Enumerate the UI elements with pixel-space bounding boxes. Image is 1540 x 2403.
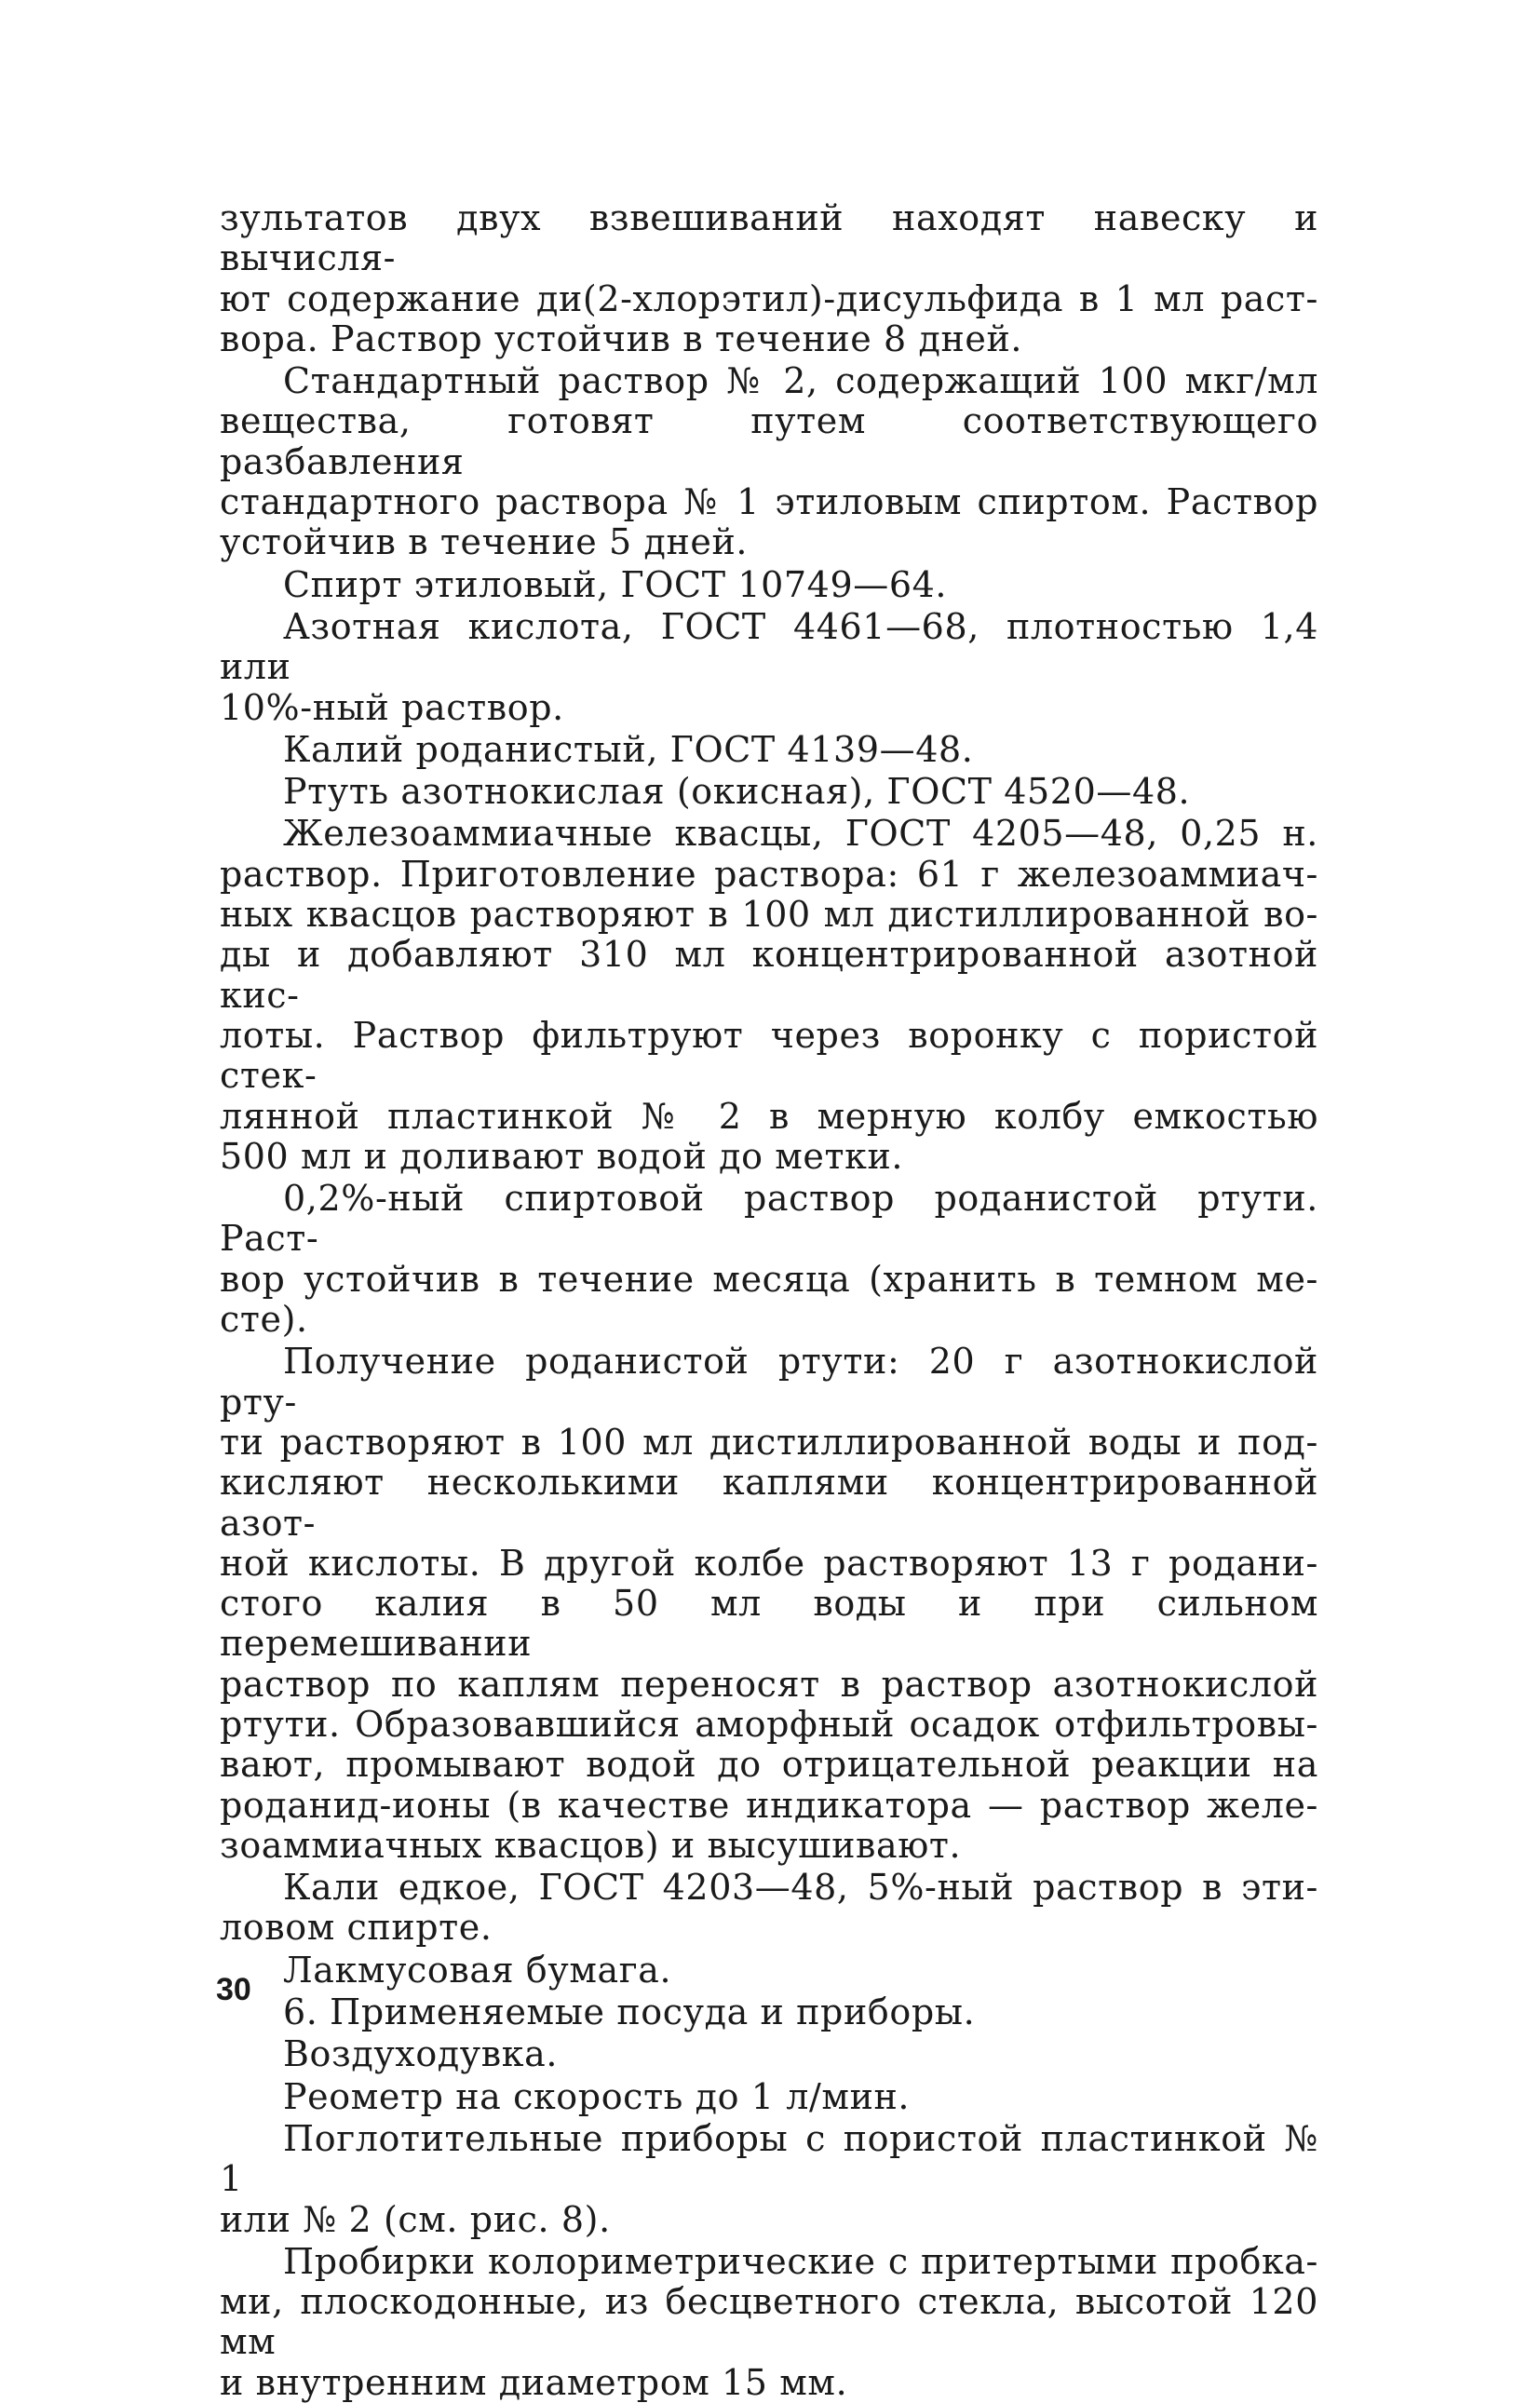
text-line: Лакмусовая бумага. [283, 1949, 672, 1991]
text-line: ртути. Образовавшийся аморфный осадок отфильтровы- [220, 1703, 1318, 1745]
text-line: раствор по каплям переносят в раствор азотнокислой [220, 1663, 1318, 1705]
text-line: ды и добавляют 310 мл концентрированной азотной кис- [220, 934, 1318, 1016]
text-line: Ртуть азотнокислая (окисная), ГОСТ 4520—48. [283, 771, 1191, 813]
text-line: зультатов двух взвешиваний находят навеску и вычисля- [220, 197, 1318, 279]
text-line: Воздуходувка. [283, 2033, 559, 2075]
text-line: 500 мл и доливают водой до метки. [220, 1135, 904, 1177]
text-line: и внутренним диаметром 15 мм. [220, 2361, 848, 2403]
page-number: 30 [216, 1972, 251, 2007]
text-line: 0,2%-ный спиртовой раствор роданистой ртути. Раст- [220, 1178, 1318, 1260]
text-line: зоаммиачных квасцов) и высушивают. [220, 1824, 962, 1866]
text-line: лоты. Раствор фильтруют через воронку с пористой стек- [220, 1014, 1318, 1097]
text-line: Азотная кислота, ГОСТ 4461—68, плотностью 1,4 или [220, 605, 1318, 688]
body-text [220, 198, 1318, 2403]
text-line: 6. Применяемые посуда и приборы. [283, 1991, 976, 2033]
text-line: вают, промывают водой до отрицательной реакции на [220, 1744, 1318, 1786]
text-line: ной кислоты. В другой колбе растворяют 13 г родани- [220, 1542, 1318, 1584]
text-line: Железоаммиачные квасцы, ГОСТ 4205—48, 0,25 н. [283, 813, 1318, 855]
text-line: Получение роданистой ртути: 20 г азотнокислой рту- [220, 1341, 1318, 1423]
text-line: роданид-ионы (в качестве индикатора — раствор желе- [220, 1784, 1318, 1826]
text-line: или № 2 (см. рис. 8). [220, 2198, 611, 2240]
text-line: ти растворяют в 100 мл дистиллированной воды и под- [220, 1421, 1318, 1463]
text-line: Кали едкое, ГОСТ 4203—48, 5%-ный раствор в эти- [283, 1867, 1318, 1909]
text-line: вора. Раствор устойчив в течение 8 дней. [220, 317, 1023, 359]
text-line: ми, плоскодонные, из бесцветного стекла, высотой 120 мм [220, 2281, 1318, 2363]
text-line: Пробирки колориметрические с притертыми пробка- [283, 2240, 1318, 2282]
text-line: сте). [220, 1299, 308, 1341]
text-line: 10%-ный раствор. [220, 686, 564, 728]
text-line: вещества, готовят путем соответствующего разбавления [220, 400, 1318, 482]
text-line: Реометр на скорость до 1 л/мин. [283, 2075, 911, 2117]
text-line: Поглотительные приборы с пористой пластинкой № 1 [220, 2117, 1318, 2200]
text-line: стого калия в 50 мл воды и при сильном перемешивании [220, 1583, 1318, 1665]
text-line: ловом спирте. [220, 1907, 493, 1949]
text-line: ных квасцов растворяют в 100 мл дистиллированной во- [220, 894, 1318, 936]
text-line: раствор. Приготовление раствора: 61 г железоаммиач- [220, 853, 1318, 895]
text-line: стандартного раствора № 1 этиловым спиртом. Раствор [220, 481, 1318, 523]
text-line: устойчив в течение 5 дней. [220, 521, 749, 563]
text-line: Калий роданистый, ГОСТ 4139—48. [283, 728, 974, 770]
text-line: Спирт этиловый, ГОСТ 10749—64. [283, 563, 948, 605]
text-line: ют содержание ди(2-хлорэтил)-дисульфида в 1 мл раст- [220, 277, 1318, 319]
text-line: Стандартный раствор № 2, содержащий 100 мкг/мл [283, 360, 1318, 402]
text-line: вор устойчив в течение месяца (хранить в темном ме- [220, 1258, 1318, 1300]
text-line: кисляют несколькими каплями концентрированной азот- [220, 1462, 1318, 1544]
text-line: лянной пластинкой № 2 в мерную колбу емкостью [220, 1095, 1318, 1137]
